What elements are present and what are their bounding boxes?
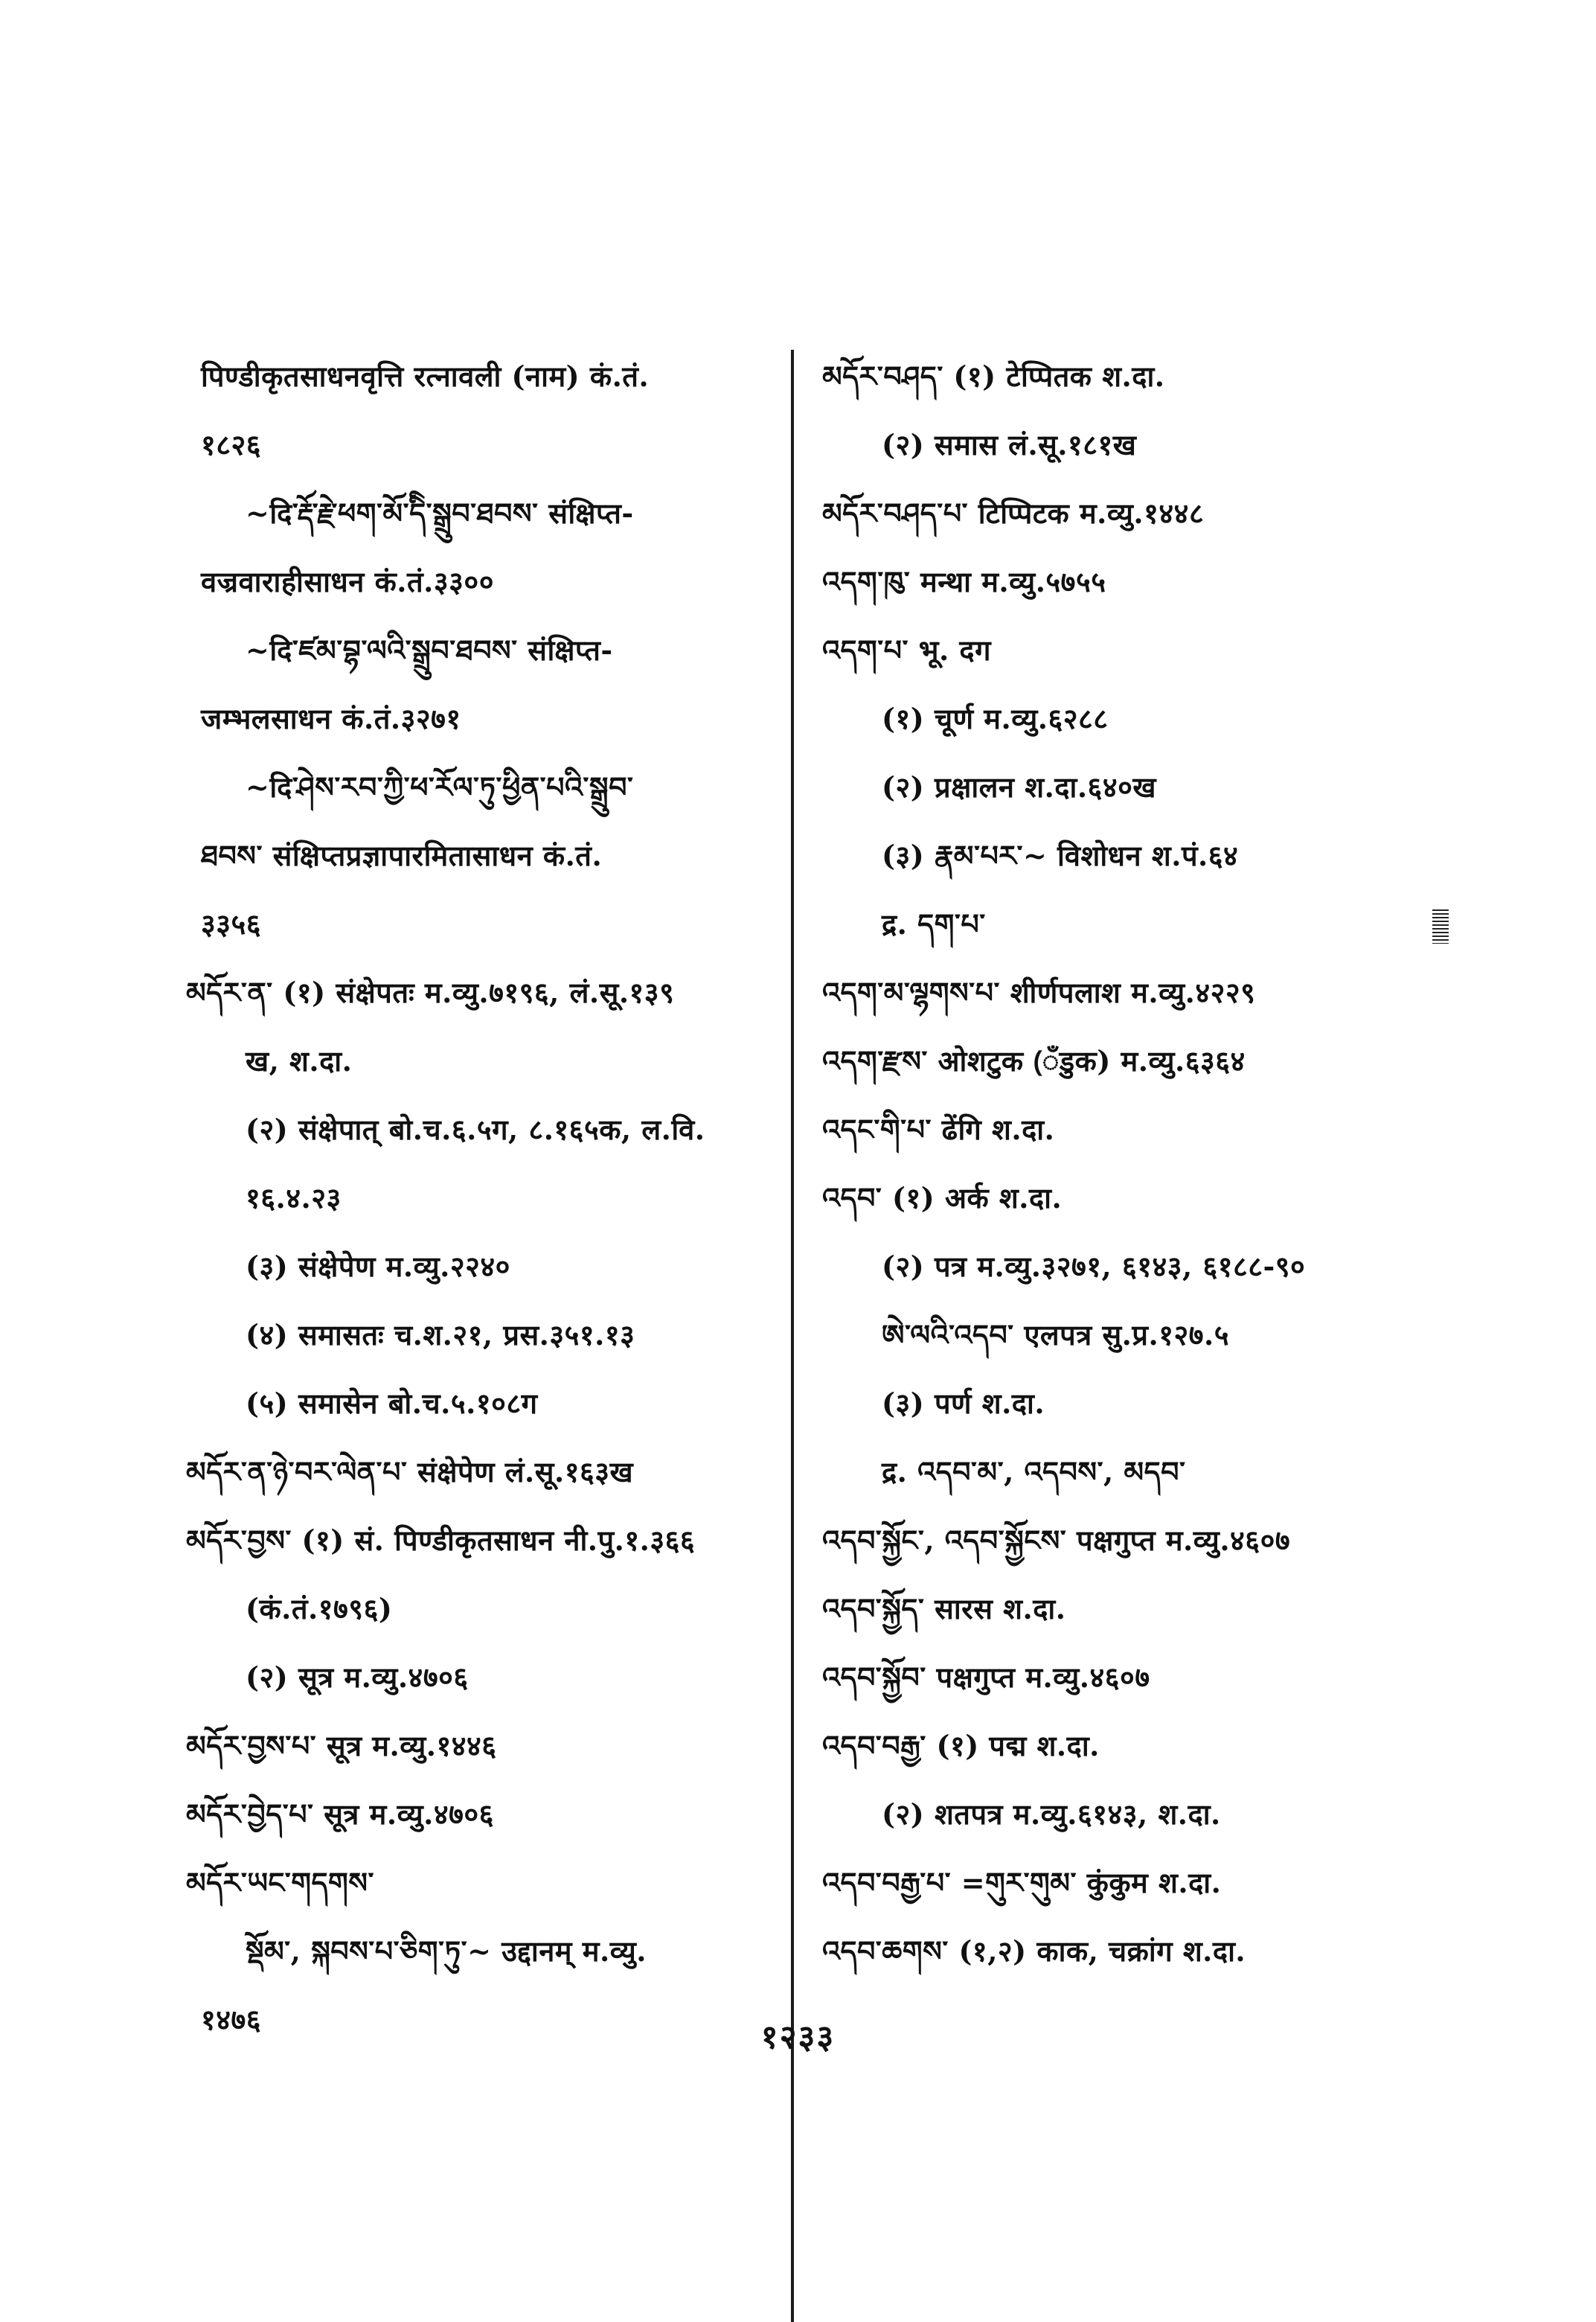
- dictionary-entry-line: མདོར་ན་ (१) संक्षेपतः म.व्यु.७१९६, लं.सू.१३९: [186, 976, 675, 1009]
- dictionary-entry-line: མདོར་བཤད་པ་ टिप्पिटक म.व्यु.१४४८: [822, 496, 1205, 530]
- dictionary-entry-line: ख, श.दा.: [246, 1044, 353, 1078]
- dictionary-entry-line: १८२६: [201, 428, 262, 461]
- dictionary-entry-line: (२) समास लं.सू.१८१ख: [882, 428, 1137, 461]
- dictionary-entry-line: ३३५६: [201, 907, 262, 941]
- dictionary-entry-line: མདོར་བྱས་ (१) सं. पिण्डीकृतसाधन नी.पु.१.३६६: [186, 1523, 696, 1557]
- dictionary-entry-line: འདག་ཁུ་ मन्था म.व्यु.५७५५: [822, 565, 1106, 598]
- dictionary-entry-line: འདབ་བརྒྱ་ (१) पद्म श.दा.: [822, 1729, 1100, 1762]
- dictionary-entry-line: (३) རྣམ་པར་~ विशोधन श.पं.६४: [882, 839, 1239, 872]
- dictionary-entry-line: (२) पत्र म.व्यु.३२७१, ६१४३, ६१८८-९०: [882, 1250, 1306, 1283]
- dictionary-entry-line: འདག་མ་ལྷགས་པ་ शीर्णपलाश म.व्यु.४२२९: [822, 976, 1256, 1009]
- dictionary-entry-line: འདབ་ (१) अर्क श.दा.: [822, 1181, 1063, 1215]
- dictionary-entry-line: ཐབས་ संक्षिप्तप्रज्ञापारमितासाधन कं.तं.: [201, 839, 603, 872]
- dictionary-entry-line: འདབ་སྐྱོད་ सारस श.दा.: [822, 1592, 1066, 1625]
- dictionary-entry-line: འདབ་སྐྱོབ་ पक्षगुप्त म.व्यु.४६०७: [822, 1660, 1150, 1694]
- dictionary-entry-line: १६.४.२३: [246, 1181, 342, 1215]
- dictionary-entry-line: (४) समासतः च.श.२१, प्रस.३५१.१३: [246, 1318, 635, 1352]
- dictionary-entry-line: མདོར་ཡང་གདགས་: [186, 1866, 374, 1899]
- dictionary-entry-line: वज्रवाराहीसाधन कं.तं.३३००: [201, 565, 494, 598]
- dictionary-entry-line: (२) सूत्र म.व्यु.४७०६: [246, 1660, 469, 1694]
- dictionary-entry-line: (५) समासेन बो.च.५.१०८ग: [246, 1387, 538, 1420]
- dictionary-entry-line: འདག་རྫས་ ओशटुक (ँडुक) म.व्यु.६३६४: [822, 1044, 1246, 1078]
- dictionary-entry-line: འདང་གི་པ་ ढेंगि श.दा.: [822, 1113, 1055, 1146]
- dictionary-entry-line: མདོར་བྱེད་པ་ सूत्र म.व्यु.४७०६: [186, 1797, 494, 1831]
- right-column: [822, 357, 1462, 2000]
- dictionary-entry-line: འདབ་ཆགས་ (१,२) काक, चक्रांग श.दा.: [822, 1934, 1246, 1968]
- dictionary-entry-line: མདོར་བཤད་ (१) टेप्पितक श.दा.: [822, 359, 1165, 393]
- dictionary-entry-line: (३) पर्ण श.दा.: [882, 1387, 1045, 1420]
- dictionary-entry-line: ཨེ་ལའི་འདབ་ एलपत्र सु.प्र.१२७.५: [882, 1318, 1230, 1352]
- dictionary-entry-line: द्र. དག་པ་: [882, 907, 986, 941]
- dictionary-entry-line: སྡོམ་, སྐབས་པ་ཅིག་ཏུ་~ उद्दानम् म.व्यु.: [246, 1934, 647, 1968]
- dictionary-entry-line: (२) प्रक्षालन श.दा.६४०ख: [882, 770, 1156, 804]
- dictionary-entry-line: (३) संक्षेपेण म.व्यु.२२४०: [246, 1250, 510, 1283]
- left-column: [186, 357, 796, 2069]
- dictionary-entry-line: ~दि་རྡོ་རྗེ་ཕག་མོ་དིི་སྒྲུབ་ཐབས་ संक्षिप्त-: [246, 496, 634, 530]
- margin-mark: [1432, 909, 1449, 944]
- dictionary-entry-line: ~दि་ཤེས་རབ་ཀྱི་ཕ་རོལ་ཏུ་ཕྱིན་པའི་སྒྲུབ་: [246, 770, 634, 804]
- dictionary-entry-line: (कं.तं.१७९६): [246, 1592, 393, 1625]
- dictionary-entry-line: जम्भलसाधन कं.तं.३२७१: [201, 702, 461, 735]
- dictionary-entry-line: (२) शतपत्र म.व्यु.६१४३, श.दा.: [882, 1797, 1221, 1831]
- dictionary-entry-line: འདབ་སྐྱོང་, འདབ་སྐྱོངས་ पक्षगुप्त म.व्यु.४६०७: [822, 1523, 1291, 1557]
- dictionary-entry-line: १४७६: [201, 2003, 262, 2036]
- dictionary-entry-line: (२) संक्षेपात् बो.च.६.५ग, ८.१६५क, ल.वि.: [246, 1113, 705, 1146]
- dictionary-entry-line: पिण्डीकृतसाधनवृत्ति रत्नावली (नाम) कं.तं.: [201, 359, 650, 393]
- page-number: १२३३: [760, 2018, 836, 2056]
- dictionary-entry-line: འདག་པ་ भू. दग: [822, 633, 991, 667]
- dictionary-entry-line: (१) चूर्ण म.व्यु.६२८८: [882, 702, 1109, 735]
- dictionary-entry-line: ~दि་ཛམ་བྷ་ལའི་སྒྲུབ་ཐབས་ संक्षिप्त-: [246, 633, 613, 667]
- dictionary-entry-line: མདོར་ན་ཉེ་བར་ལེན་པ་ संक्षेपेण लं.सू.१६३ख: [186, 1455, 634, 1488]
- dictionary-entry-line: འདབ་བརྒྱ་པ་ =གུར་གུམ་ कुंकुम श.दा.: [822, 1866, 1222, 1899]
- dictionary-entry-line: མདོར་བྱས་པ་ सूत्र म.व्यु.१४४६: [186, 1729, 497, 1762]
- dictionary-entry-line: द्र. འདབ་མ་, འདབས་, མདབ་: [882, 1455, 1186, 1488]
